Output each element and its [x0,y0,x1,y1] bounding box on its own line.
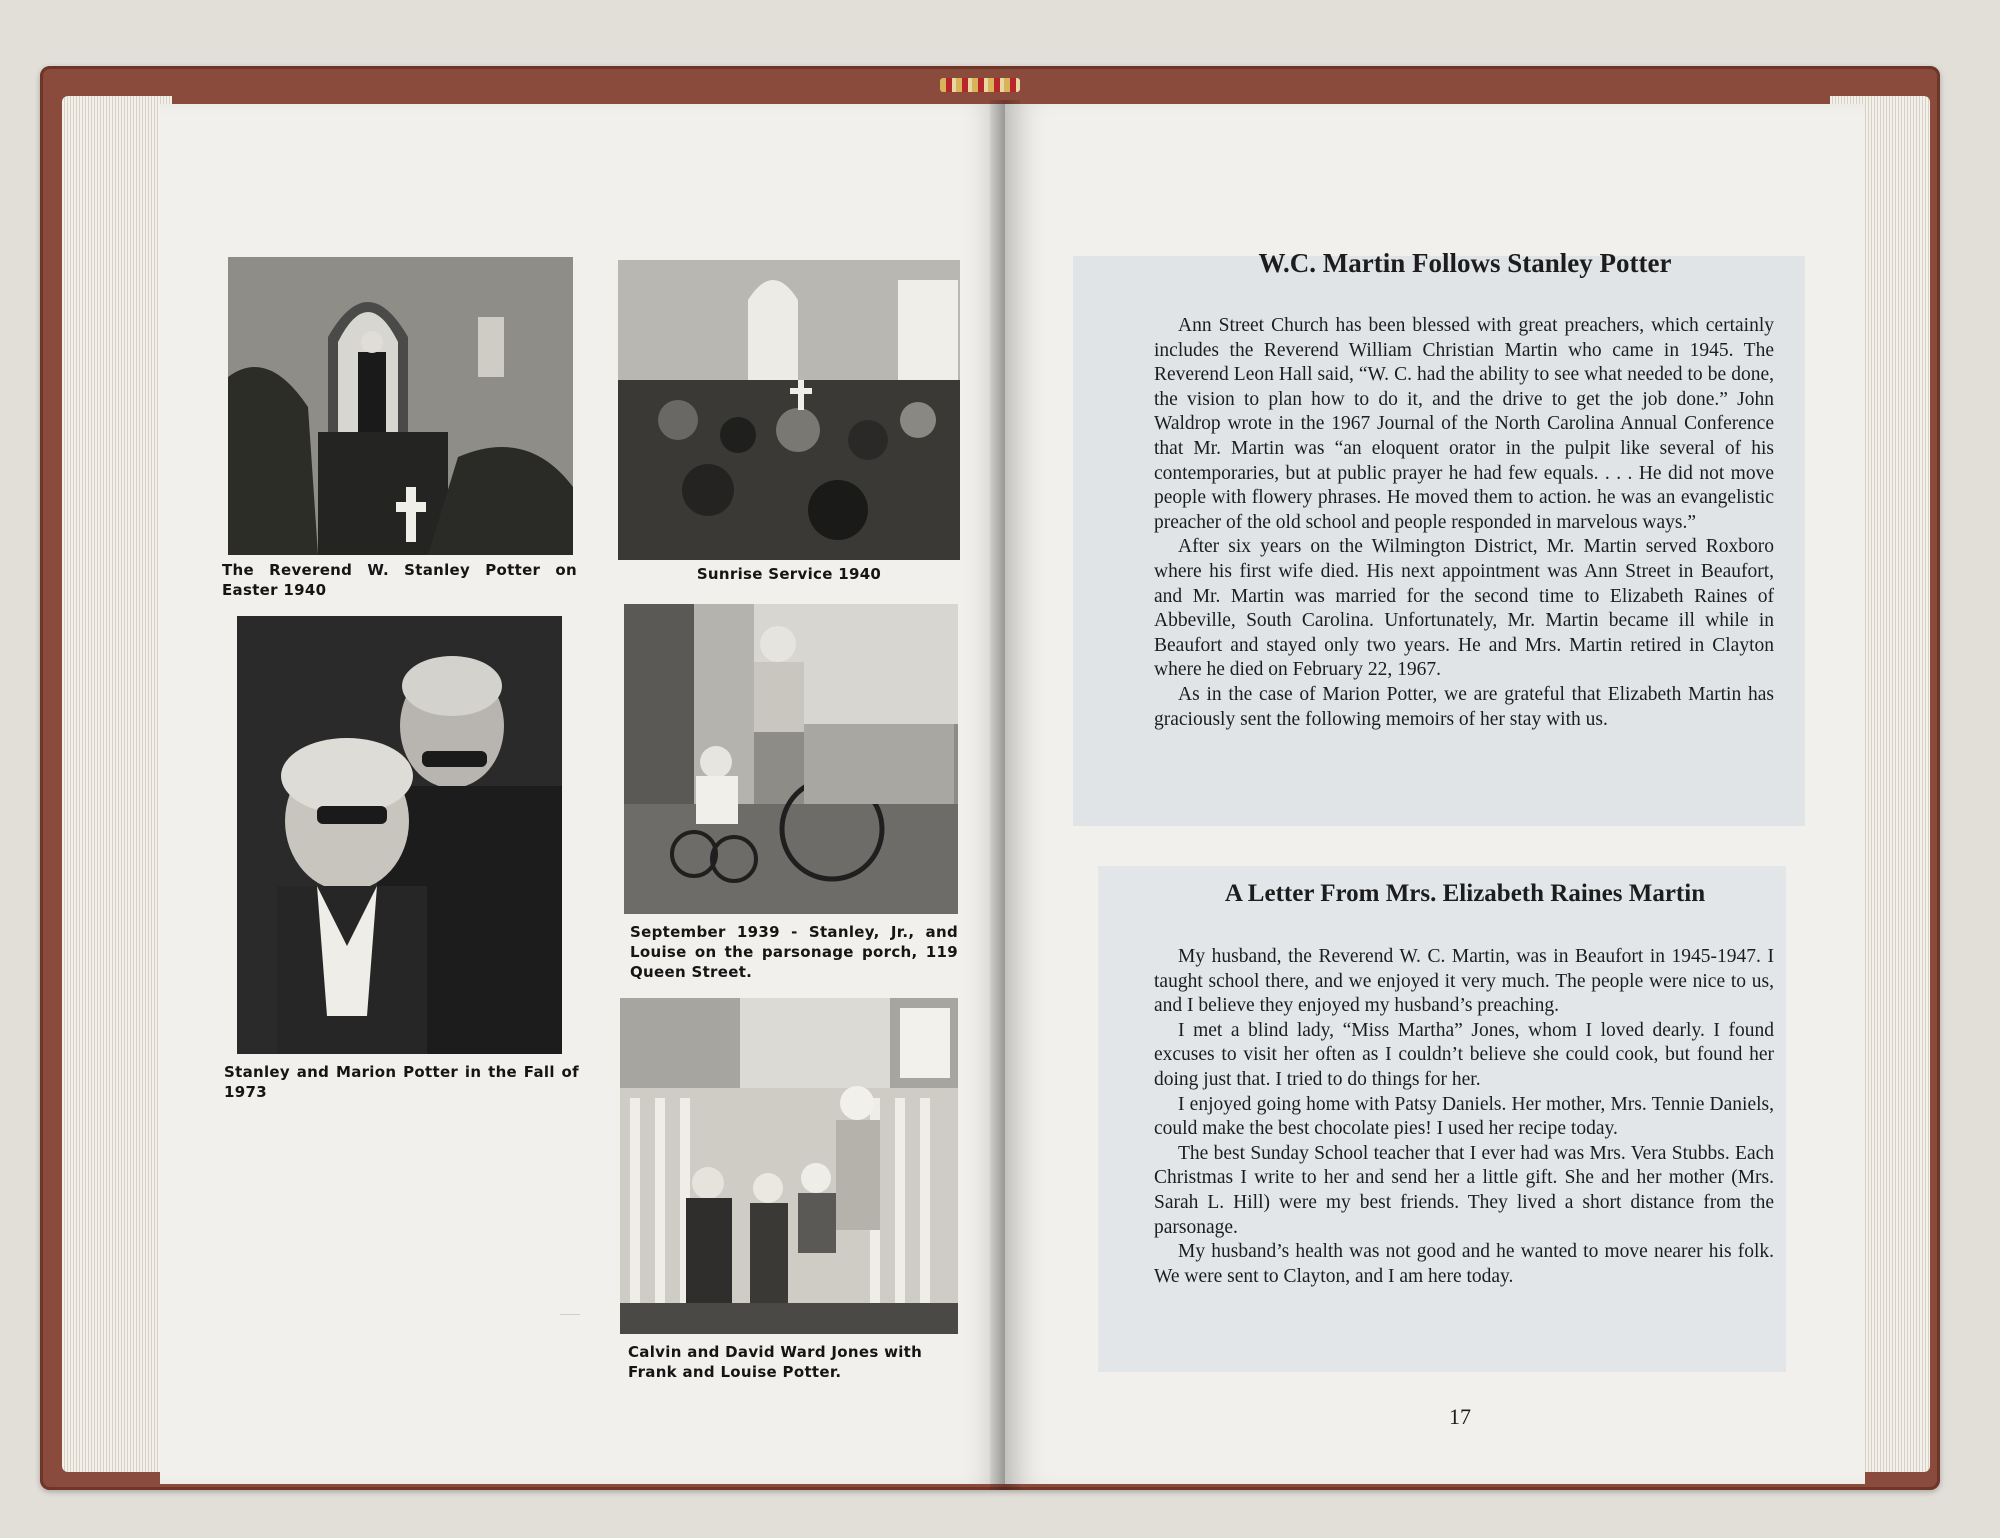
page-edges-left [62,96,172,1472]
article-body-letter [1154,945,1774,1289]
caption-reverend-easter: The Reverend W. Stanley Potter on Easter 1940 [222,561,577,599]
caption-porch-1939: September 1939 - Stanley, Jr., and Louise on the parsonage porch, 119 Queen Street. [630,923,958,981]
headband [940,78,1020,92]
paragraph: I enjoyed going home with Patsy Daniels. Her mother, Mrs. Tennie Daniels, could make the best chocolate pies! I used her recipe today. [1154,1093,1774,1140]
paragraph: As in the case of Marion Potter, we are grateful that Elizabeth Martin has graciously sent the following memoirs of her stay with us. [1154,683,1774,730]
show-through-left: — [560,1302,580,1324]
article-title-letter: A Letter From Mrs. Elizabeth Raines Martin [1224,880,1706,907]
photo-reverend-easter [228,257,573,555]
photo-stanley-marion [237,616,562,1054]
caption-jones-potter-children: Calvin and David Ward Jones with Frank and Louise Potter. [628,1343,923,1381]
paragraph: The best Sunday School teacher that I ever had was Mrs. Vera Stubbs. Each Christmas I write to her and send her a little gift. She and her mother (Mrs. Sarah L. Hill) were my best friends. They lived a short distance from the parsonage. [1154,1142,1774,1238]
photo-sunrise-service [618,260,960,560]
caption-sunrise-service: Sunrise Service 1940 [696,565,882,583]
caption-stanley-marion: Stanley and Marion Potter in the Fall of 1973 [224,1063,579,1101]
photo-porch-1939 [624,604,958,914]
paragraph: I met a blind lady, “Miss Martha” Jones, whom I loved dearly. I found excuses to visit her often as I couldn’t believe she could cook, but found her doing just that. I tried to do things for her. [1154,1019,1774,1090]
paragraph: My husband’s health was not good and he wanted to move nearer his folk. We were sent to Clayton, and I am here today. [1154,1241,1774,1287]
paragraph: My husband, the Reverend W. C. Martin, was in Beaufort in 1945-1947. I taught school there, and we enjoyed it very much. The people were nice to us, and I believe they enjoyed my husband’s preaching. [1154,946,1774,1017]
photo-jones-potter-children [620,998,958,1334]
paragraph: After six years on the Wilmington District, Mr. Martin served Roxboro where his first wife died. His next appointment was Ann Street in Beaufort, and Mr. Martin was married for the second time to Elizabeth Raines of Abbeville, South Carolina. Unfortunately, Mr. Martin became ill while in Beaufort and stayed only two years. He and Mrs. Martin retired in Clayton where he died on February 22, 1967. [1154,536,1774,681]
article-title-martin: W.C. Martin Follows Stanley Potter [1258,248,1672,278]
article-body-martin [1154,314,1774,732]
paragraph: Ann Street Church has been blessed with great preachers, which certainly includes the Reverend William Christian Martin who came in 1945. The Reverend Leon Hall said, “W. C. had the ability to see what needed to be done, the vision to plan how to do it, and the drive to get the job done.” John Waldrop wrote in the 1967 Journal of the North Carolina Annual Conference that Mr. Martin was “an eloquent orator in the pulpit like several of his contemporaries, but at public prayer he had few equals. . . . He did not move people with flowery phrases. He moved them to action. he was an evangelistic preacher of the old school and people responded in marvelous ways.” [1154,315,1774,533]
page-number: 17 [1449,1404,1471,1429]
